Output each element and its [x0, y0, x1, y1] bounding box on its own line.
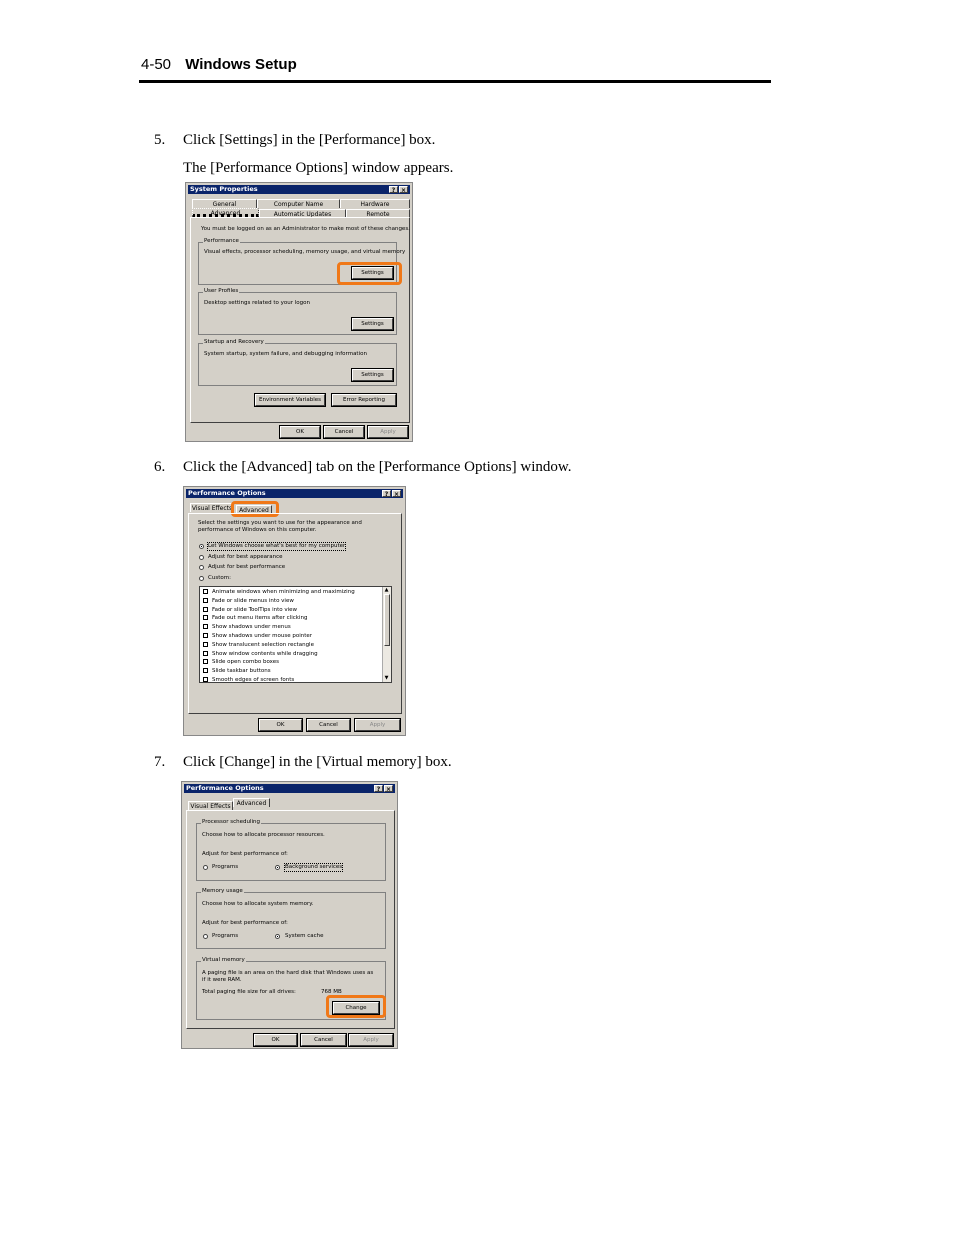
step-7: 7. Click [Change] in the [Virtual memory] box. [154, 754, 452, 770]
group-desc: if it were RAM. [202, 977, 242, 983]
effects-list [199, 586, 392, 683]
apply-button[interactable]: Apply [368, 426, 408, 438]
change-button[interactable]: Change [333, 1002, 379, 1014]
radio-label: Adjust for best performance [208, 564, 286, 570]
ok-button[interactable]: OK [254, 1034, 297, 1046]
user-profiles-settings-button[interactable]: Settings [352, 318, 393, 330]
list-item[interactable]: Show translucent selection rectangle [200, 641, 382, 650]
radio-custom[interactable] [199, 576, 204, 581]
checkbox[interactable] [203, 677, 208, 682]
cancel-button[interactable]: Cancel [324, 426, 364, 438]
radio-let-windows-choose[interactable] [199, 544, 204, 549]
list-item[interactable]: Fade or slide ToolTips into view [200, 606, 382, 615]
admin-note: You must be logged on as an Administrator to make most of these changes. [201, 226, 410, 232]
close-button[interactable]: × [385, 786, 392, 793]
group-label: Performance [204, 238, 239, 244]
intro-line-2: performance of Windows on this computer. [198, 527, 317, 533]
radio-label: Adjust for best appearance [208, 554, 283, 560]
paging-size-value: 768 MB [321, 989, 342, 995]
performance-options-visual-dialog [183, 486, 406, 736]
tab-computer-name[interactable]: Computer Name [257, 199, 340, 208]
radio-label: Background services [285, 864, 343, 870]
title-bar: Performance Options ? × [186, 489, 403, 498]
radio-label: Programs [212, 864, 239, 870]
checkbox[interactable] [203, 624, 208, 629]
page-number: 4-50 [141, 56, 172, 73]
help-button[interactable]: ? [382, 490, 391, 497]
checkbox[interactable] [203, 668, 208, 673]
group-desc: Visual effects, processor scheduling, memory usage, and virtual memory [204, 249, 406, 255]
group-desc: A paging file is an area on the hard disk that Windows uses as [202, 970, 374, 976]
checkbox[interactable] [203, 651, 208, 656]
radio-label: System cache [285, 933, 324, 939]
tab-advanced[interactable]: Advanced [233, 798, 270, 807]
tab-general[interactable]: General [192, 199, 257, 208]
error-reporting-button[interactable]: Error Reporting [332, 394, 396, 406]
checkbox[interactable] [203, 607, 208, 612]
list-item[interactable]: Slide taskbar buttons [200, 667, 382, 676]
scroll-down-icon[interactable]: ▼ [384, 675, 389, 681]
radio-programs[interactable] [203, 934, 208, 939]
highlight-box [337, 262, 402, 285]
cancel-button[interactable]: Cancel [307, 719, 350, 731]
ok-button[interactable]: OK [259, 719, 302, 731]
tab-automatic-updates[interactable]: Automatic Updates [259, 209, 346, 218]
environment-variables-button[interactable]: Environment Variables [255, 394, 325, 406]
list-item[interactable]: Show shadows under mouse pointer [200, 632, 382, 641]
scrollbar[interactable] [382, 587, 391, 682]
page-header [141, 56, 297, 73]
tab-visual-effects[interactable]: Visual Effects [188, 801, 233, 810]
tab-visual-effects[interactable]: Visual Effects [191, 505, 233, 512]
apply-button[interactable]: Apply [355, 719, 400, 731]
checkbox[interactable] [203, 642, 208, 647]
checkbox[interactable] [203, 659, 208, 664]
checkbox[interactable] [203, 615, 208, 620]
highlight-box [326, 995, 386, 1018]
startup-recovery-settings-button[interactable]: Settings [352, 369, 393, 381]
user-profiles-group [198, 288, 397, 335]
radio-best-appearance[interactable] [199, 555, 204, 560]
paging-size-label: Total paging file size for all drives: [202, 989, 296, 995]
performance-settings-button[interactable]: Settings [352, 267, 393, 279]
radio-label: Custom: [208, 575, 231, 581]
tab-hardware[interactable]: Hardware [340, 199, 410, 208]
list-item[interactable]: Animate windows when minimizing and maximizing [200, 588, 382, 597]
list-item[interactable]: Fade or slide menus into view [200, 597, 382, 606]
group-desc: Choose how to allocate system memory. [202, 901, 314, 907]
adjust-label: Adjust for best performance of: [202, 920, 288, 926]
list-item[interactable]: Fade out menu items after clicking [200, 614, 382, 623]
tab-advanced[interactable]: Advanced [236, 505, 272, 514]
group-desc: Choose how to allocate processor resources. [202, 832, 325, 838]
title-bar: Performance Options ? × [184, 784, 395, 793]
radio-best-performance[interactable] [199, 565, 204, 570]
header-rule [139, 80, 771, 83]
close-button[interactable]: × [400, 187, 407, 194]
processor-scheduling-group [196, 819, 386, 881]
memory-usage-group [196, 888, 386, 949]
section-title: Windows Setup [185, 56, 297, 73]
help-button[interactable]: ? [389, 186, 398, 193]
checkbox[interactable] [203, 633, 208, 638]
ok-button[interactable]: OK [280, 426, 320, 438]
group-label: Virtual memory [202, 957, 245, 963]
list-item[interactable]: Show window contents while dragging [200, 650, 382, 659]
cancel-button[interactable]: Cancel [301, 1034, 346, 1046]
system-properties-dialog [185, 182, 413, 442]
checkbox[interactable] [203, 598, 208, 603]
scroll-thumb[interactable] [384, 594, 390, 646]
checkbox[interactable] [203, 589, 208, 594]
list-item[interactable]: Slide open combo boxes [200, 658, 382, 667]
group-label: Processor scheduling [202, 819, 261, 825]
scroll-up-icon[interactable]: ▲ [384, 587, 389, 593]
apply-button[interactable]: Apply [349, 1034, 393, 1046]
step-5-note: The [Performance Options] window appears. [183, 160, 454, 176]
performance-options-advanced-dialog [181, 781, 398, 1049]
radio-label: Programs [212, 933, 239, 939]
tab-advanced[interactable]: Advanced [192, 208, 259, 217]
intro-line-1: Select the settings you want to use for the appearance and [198, 520, 362, 526]
title-bar: System Properties ? × [188, 185, 410, 194]
close-button[interactable]: × [393, 491, 400, 498]
group-label: Memory usage [202, 888, 243, 894]
adjust-label: Adjust for best performance of: [202, 851, 288, 857]
tab-remote[interactable]: Remote [346, 209, 410, 218]
group-desc: System startup, system failure, and debugging information [204, 351, 367, 357]
startup-recovery-group [198, 339, 397, 386]
list-item[interactable]: Show shadows under menus [200, 623, 382, 632]
radio-system-cache[interactable] [275, 934, 280, 939]
group-label: User Profiles [204, 288, 239, 294]
step-6: 6. Click the [Advanced] tab on the [Performance Options] window. [154, 459, 572, 475]
group-desc: Desktop settings related to your logon [204, 300, 310, 306]
step-5: 5. Click [Settings] in the [Performance] box. [154, 132, 436, 148]
radio-label: Let Windows choose what's best for my computer [208, 543, 346, 549]
list-item[interactable]: Smooth edges of screen fonts [200, 676, 382, 682]
radio-background-services[interactable] [275, 865, 280, 870]
group-label: Startup and Recovery [204, 339, 264, 345]
radio-programs[interactable] [203, 865, 208, 870]
help-button[interactable]: ? [374, 785, 383, 792]
